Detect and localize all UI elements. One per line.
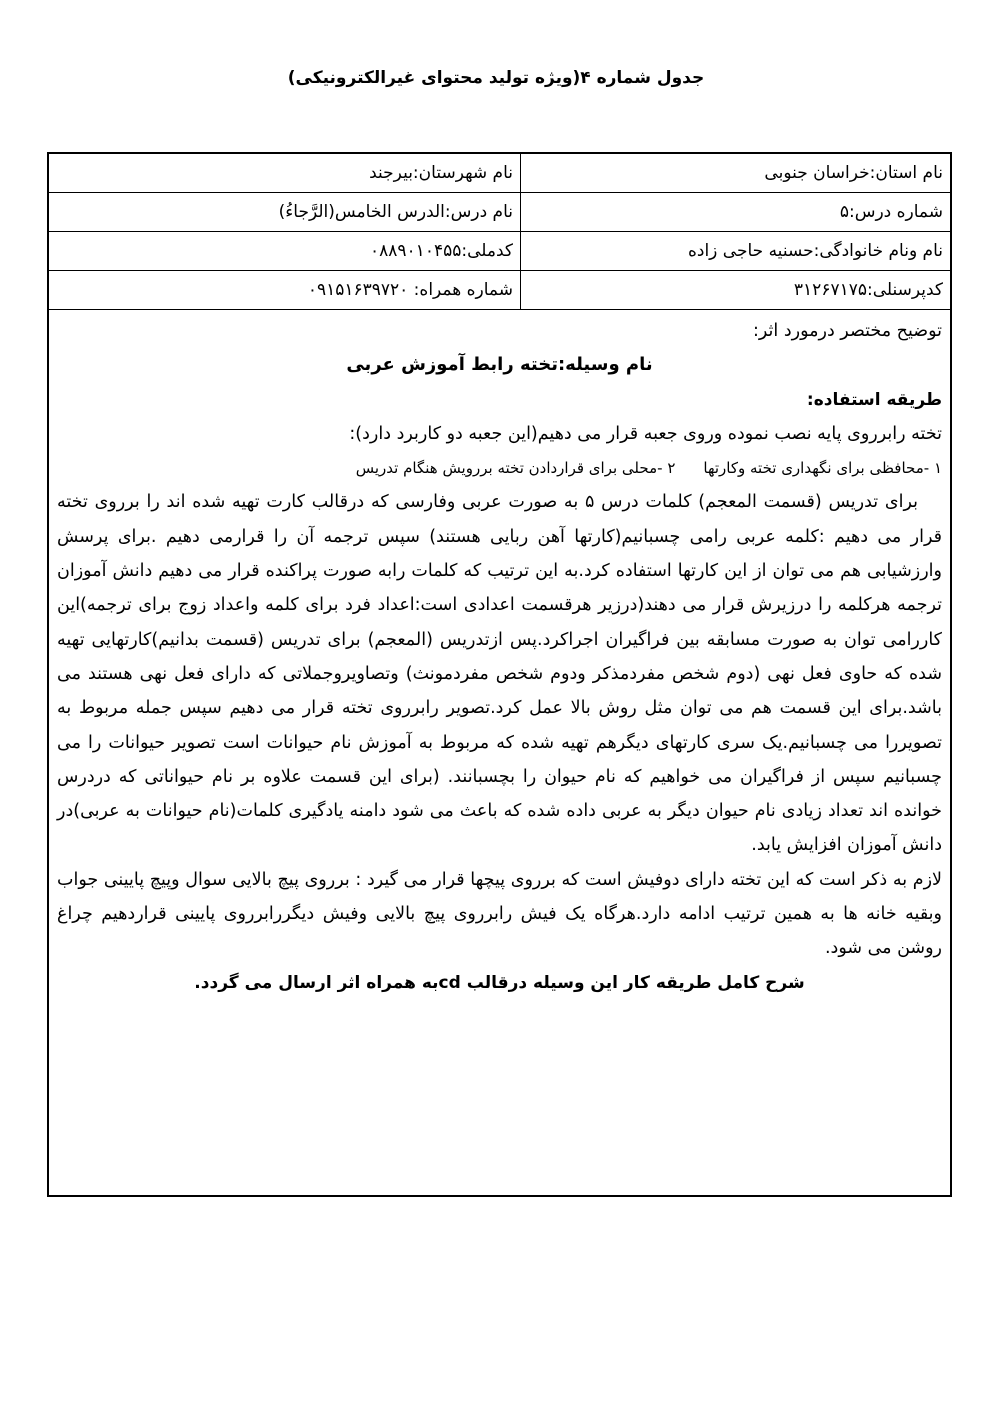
closing-note: شرح کامل طریقه کار این وسیله درقالب cdبه همراه اثر ارسال می گردد. <box>194 972 805 993</box>
table-row <box>49 193 950 232</box>
usage-intro: تخته رابرروی پایه نصب نموده وروی جعبه قرار می دهیم(این جعبه دو کاربرد دارد): <box>349 423 942 444</box>
national-code-cell: کدملی:۰۸۸۹۰۱۰۴۵۵ <box>49 232 521 271</box>
city-cell: نام شهرستان:بیرجند <box>49 154 521 193</box>
usage-heading: طریقه استفاده: <box>806 389 942 410</box>
province-cell: نام استان:خراسان جنوبی <box>521 154 951 193</box>
description-label: توضیح مختصر درمورد اثر: <box>752 321 942 341</box>
box-uses <box>57 451 942 485</box>
table-row <box>49 271 950 310</box>
table-row <box>49 154 950 193</box>
form-frame <box>47 152 952 1197</box>
box-use-1: ۱ -محافظی برای نگهداری تخته وکارتها <box>703 459 942 478</box>
note-paragraph: لازم به ذکر است که این تخته دارای دوفیش است که برروی پیچها قرار می گیرد : برروی پیچ بالایی سوال وپیچ پایینی جواب وبقیه خانه ها به همین ترتیب ادامه دارد.هرگاه یک فیش رابرروی پیچ بالایی وفیش دیگررابرروی پایینی قراردهیم چراغ روشن می شود. <box>57 869 942 959</box>
lesson-name-cell: نام درس:الدرس الخامس(الرَّجاءُ) <box>49 193 521 232</box>
document-title: جدول شماره ۴(ویژه تولید محتوای غیرالکترونیکی) <box>287 68 705 88</box>
personnel-code-cell: کدپرسنلی:۳۱۲۶۷۱۷۵ <box>521 271 951 310</box>
table-row <box>49 232 950 271</box>
description-section <box>49 310 950 1000</box>
info-table <box>49 154 950 310</box>
lesson-number-cell: شماره درس:۵ <box>521 193 951 232</box>
method-paragraph: برای تدریس (قسمت المعجم) کلمات درس ۵ به صورت عربی وفارسی که درقالب کارت تهیه شده اند را برروی تخته قرار می دهیم :کلمه عربی رامی چسبانیم(کارتها آهن ربایی هستند) سپس ترجمه آن را قرارمی دهیم .برای پرسش وارزشیابی هم می توان از این کارتها استفاده کرد.به این ترتیب که کلمات رابه صورت پراکنده قرار می دهیم دانش آموزان ترجمه هرکلمه را درزیرش قرار می دهند(درزیر هرقسمت اعدادی است:اعداد فرد برای کلمه واعداد زوج برای ترجمه)این کاررامی توان به صورت مسابقه بین فراگیران اجراکرد.پس ازتدریس (المعجم) برای تدریس (قسمت بدانیم)کارتهایی تهیه شده که حاوی فعل نهی (دوم شخص مفردمذکر ودوم شخص مفردمونث) وتصاویروجملاتی که دارای فعل نهی هستند می باشد.برای این قسمت هم می توان مثل روش بالا عمل کرد.تصویر رابرروی تخته قرار می دهیم سپس جمله مربوط به تصویررا می چسبانیم.یک سری کارتهای دیگرهم تهیه شده که مربوط به آموزش نام حیوانات است تصویر حیوانات را می چسبانیم سپس از فراگیران می خواهیم که نام حیوان را بچسبانند. (برای این قسمت علاوه بر نام حیواناتی که دردرس خوانده اند تعداد زیادی نام حیوان دیگر به عربی داده شده که باعث می شود دامنه یادگیری کلمات(نام حیوانات به عربی)در دانش آموزان افزایش یابد. <box>57 492 942 856</box>
mobile-cell: شماره همراه: ۰۹۱۵۱۶۳۹۷۲۰ <box>49 271 521 310</box>
device-name-heading: نام وسیله:تخته رابط آموزش عربی <box>346 354 653 376</box>
full-name-cell: نام ونام خانوادگی:حسنیه حاجی زاده <box>521 232 951 271</box>
box-use-2: ۲ -محلی برای قراردادن تخته بررویش هنگام تدریس <box>355 459 676 478</box>
